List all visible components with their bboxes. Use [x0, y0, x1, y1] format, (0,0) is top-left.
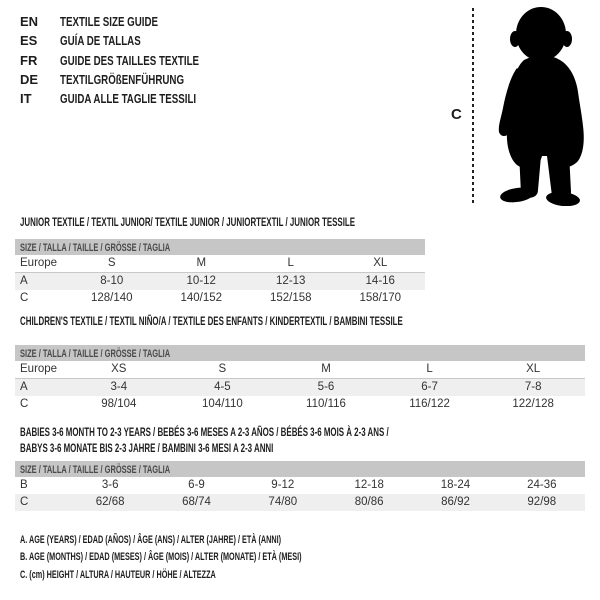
table-cell: 116/122: [409, 398, 450, 410]
row-label: Europe: [20, 363, 58, 375]
row-label: C: [20, 292, 29, 304]
height-measure-dashed-line: [472, 8, 474, 206]
legend-note: [20, 565, 447, 582]
table-cell: M: [321, 363, 331, 375]
table-cell: 24-36: [527, 479, 557, 491]
language-row: [20, 89, 245, 108]
language-title: GUIDE DES TAILLES TEXTILE: [60, 52, 200, 68]
table-cell: S: [107, 257, 116, 269]
table-cell: 3-4: [110, 381, 128, 393]
table-cell: 4-5: [214, 381, 231, 393]
language-row: [20, 31, 245, 50]
table-row: [15, 273, 425, 290]
row-label: A: [20, 381, 28, 393]
language-title: GUIDA ALLE TAGLIE TESSILI: [60, 91, 197, 107]
table-title: [20, 424, 579, 456]
language-code: ES: [20, 33, 38, 49]
legend-note-text: B. AGE (MONTHS) / EDAD (MESES) / ÂGE (MOIS) / ALTER (MONATE) / ETÀ (MESI): [20, 551, 302, 564]
table-row: [15, 379, 585, 396]
row-label: C: [20, 496, 29, 508]
table-cell: 18-24: [440, 479, 471, 491]
language-row: [20, 12, 245, 31]
language-title: GUÍA DE TALLAS: [60, 33, 141, 49]
table-title-line: [20, 313, 600, 329]
table-cell: 74/80: [268, 496, 298, 508]
legend-note: [20, 547, 447, 564]
table-title-text: BABYS 3-6 MONATE BIS 2-3 JAHRE / BAMBINI 3-6 MESI A 2-3 ANNI: [20, 441, 274, 456]
table-cell: 140/152: [180, 292, 223, 304]
table-title-text: JUNIOR TEXTILE / TEXTIL JUNIOR/ TEXTILE JUNIOR / JUNIORTEXTIL / JUNIOR TESSILE: [20, 215, 356, 229]
legend-note-text: C. (cm) HEIGHT / ALTURA / HAUTEUR / HÖHE / ALTEZZA: [20, 568, 216, 581]
table-cell: M: [196, 257, 207, 269]
table-cell: 86/92: [441, 496, 470, 508]
table-cell: 12-18: [354, 479, 384, 491]
table-row: [15, 290, 425, 307]
table-cell: 104/110: [202, 398, 243, 410]
table-cell: XS: [111, 363, 127, 375]
table-cell: S: [218, 363, 227, 375]
size-table-header-text: SIZE / TALLA / TAILLE / GRÖSSE / TAGLIA: [20, 464, 171, 476]
language-row: [20, 51, 245, 70]
height-measure-label: C: [451, 106, 462, 123]
size-table-header-text: SIZE / TALLA / TAILLE / GRÖSSE / TAGLIA: [20, 242, 171, 254]
table-cell: 128/140: [90, 292, 133, 304]
table-title-line: [20, 440, 579, 456]
table-cell: 7-8: [524, 381, 542, 393]
table-cell: L: [426, 363, 433, 375]
table-title-text: BABIES 3-6 MONTH TO 2-3 YEARS / BEBÉS 3-6 MESES A 2-3 AÑOS / BÉBÉS 3-6 MOIS À 2-3 ANS /: [20, 425, 389, 439]
row-label: A: [20, 275, 28, 287]
table-cell: 68/74: [182, 496, 211, 508]
legend-note: [20, 530, 447, 547]
size-table-header-text: SIZE / TALLA / TAILLE / GRÖSSE / TAGLIA: [20, 348, 171, 360]
legend-note-text: A. AGE (YEARS) / EDAD (AÑOS) / ÂGE (ANS) / ALTER (JAHRE) / ETÀ (ANNI): [20, 534, 282, 546]
language-title: TEXTILE SIZE GUIDE: [60, 14, 159, 29]
table-cell: 5-6: [317, 381, 335, 393]
table-cell: 92/98: [527, 496, 557, 508]
language-title: TEXTILGRÖßENFÜHRUNG: [60, 71, 185, 87]
size-table-header: [15, 239, 425, 255]
table-cell: 80/86: [354, 496, 384, 508]
table-row: [15, 477, 585, 494]
size-table: [15, 461, 585, 511]
row-label: C: [20, 398, 29, 410]
size-table: [15, 345, 585, 413]
table-cell: 14-16: [365, 275, 395, 287]
table-row: [15, 396, 585, 413]
table-title-text: CHILDREN'S TEXTILE / TEXTIL NIÑO/A / TEXTILE DES ENFANTS / KINDERTEXTIL / BAMBINI TESSILE: [20, 314, 403, 328]
table-cell: 10-12: [186, 275, 216, 287]
table-cell: 62/68: [95, 496, 125, 508]
baby-silhouette-icon: [486, 4, 598, 206]
table-cell: XL: [526, 363, 541, 375]
table-row: [15, 361, 585, 379]
table-cell: 8-10: [100, 275, 124, 287]
table-cell: 158/170: [359, 292, 402, 304]
table-title: [20, 214, 528, 230]
table-cell: 12-13: [276, 275, 306, 287]
size-table-header: [15, 345, 585, 361]
legend-notes: [20, 530, 447, 582]
table-cell: 152/158: [269, 292, 312, 304]
size-table-header: [15, 461, 585, 477]
row-label: B: [20, 479, 28, 491]
table-cell: 6-7: [421, 381, 438, 393]
language-code: IT: [20, 91, 32, 107]
language-code: FR: [20, 52, 38, 68]
table-row: [15, 255, 425, 273]
table-title: [20, 313, 600, 329]
language-code: EN: [20, 14, 39, 29]
table-row: [15, 494, 585, 511]
language-row: [20, 70, 245, 89]
table-cell: 9-12: [271, 479, 295, 491]
table-cell: 110/116: [306, 398, 346, 410]
table-cell: 6-9: [188, 479, 205, 491]
row-label: Europe: [20, 257, 58, 269]
size-table: [15, 239, 425, 307]
table-cell: 3-6: [101, 479, 119, 491]
table-title-line: [20, 424, 579, 440]
language-list: [20, 12, 245, 108]
table-title-line: [20, 214, 528, 230]
table-cell: L: [287, 257, 294, 269]
table-cell: 122/128: [512, 398, 554, 410]
table-cell: XL: [373, 257, 388, 269]
language-code: DE: [20, 71, 39, 87]
table-cell: 98/104: [101, 398, 137, 410]
